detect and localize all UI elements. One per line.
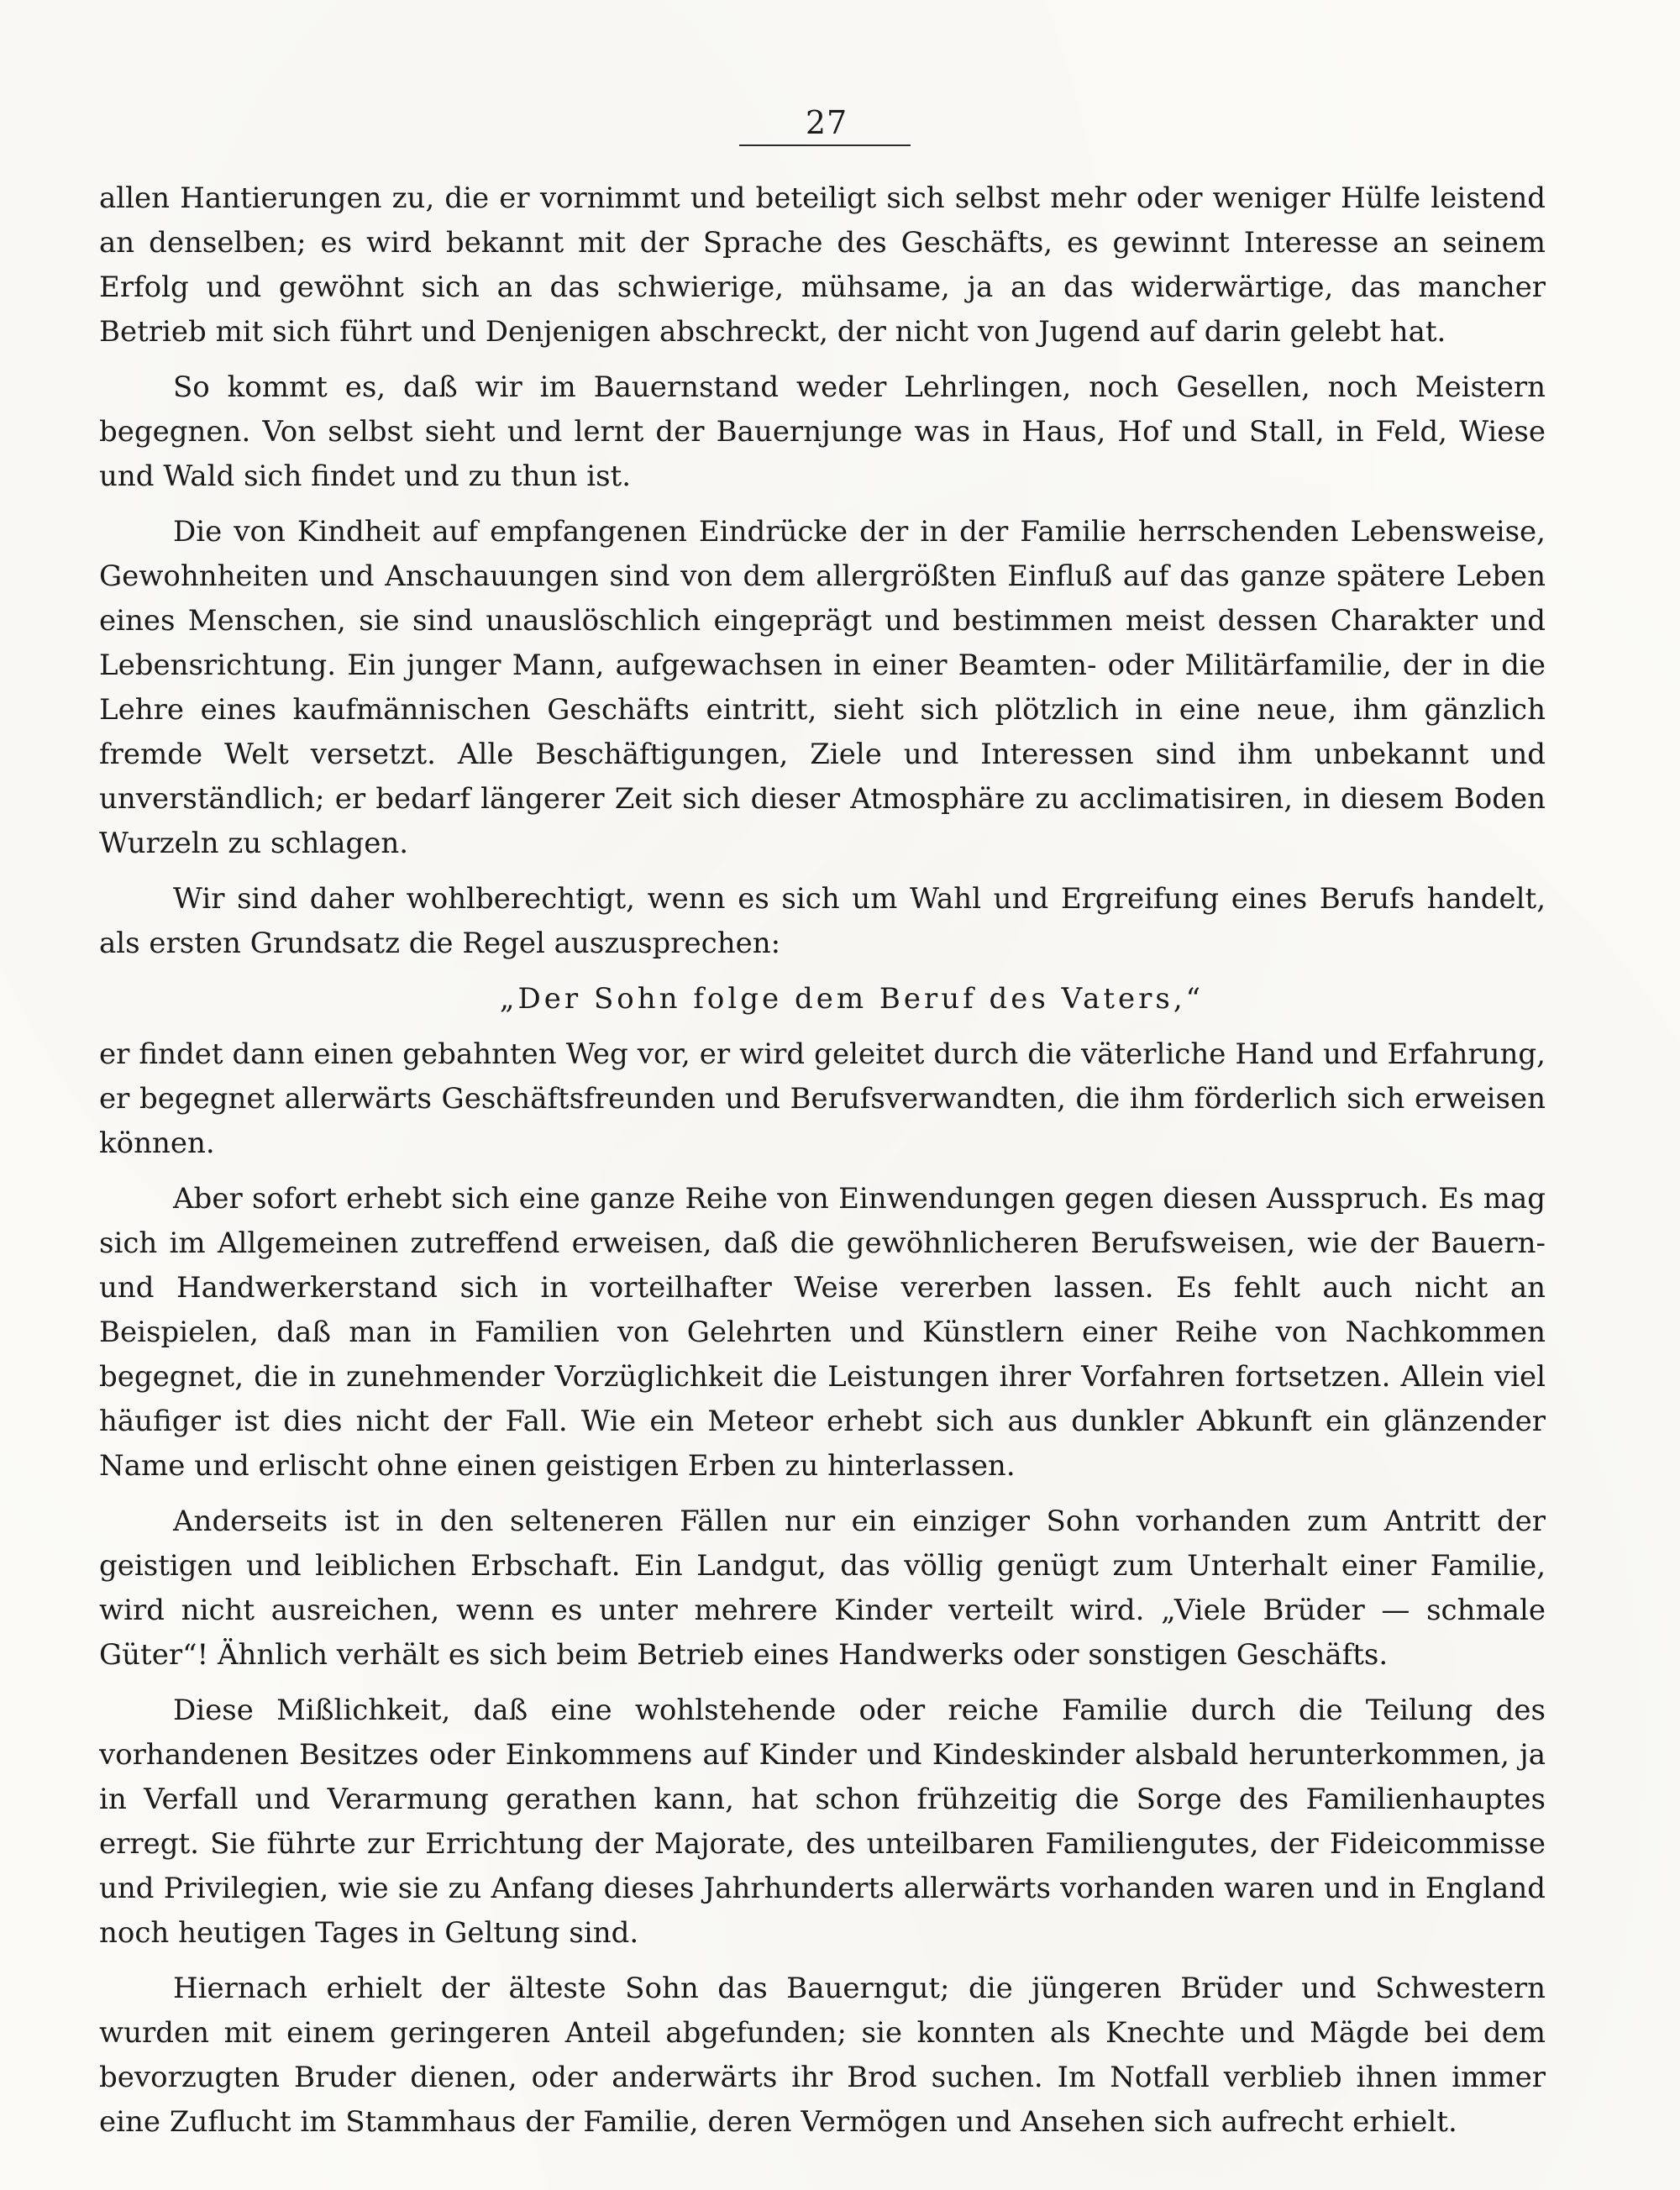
paragraph-continued: allen Hantierungen zu, die er vornimmt und beteiligt sich selbst mehr oder weniger Hülfe leistend an denselben; es wird bekannt mit der Sprache des Geschäfts, es gewinnt Interesse an seinem Erfolg und gewöhnt sich an das schwierige, mühsame, ja an das widerwärtige, das mancher Betrieb mit sich führt und Denjenigen abschreckt, der nicht von Jugend auf darin gelebt hat.	[99, 181, 1546, 349]
paragraph: Hiernach erhielt der älteste Sohn das Bauerngut; die jüngeren Brüder und Schwestern wurden mit einem geringeren Anteil abgefunden; sie konnten als Knechte und Mägde bei dem bevorzugten Bruder dienen, oder anderwärts ihr Brod suchen. Im Notfall verblieb ihnen immer eine Zuflucht im Stammhaus der Familie, deren Vermögen und Ansehen sich aufrecht erhielt.	[99, 1972, 1546, 2139]
paragraph: Aber sofort erhebt sich eine ganze Reihe von Einwendungen gegen diesen Ausspruch. Es mag sich im Allgemeinen zutreffend erweisen, daß die gewöhnlicheren Berufsweisen, wie der Bauern- und Handwerkerstand sich in vorteilhafter Weise vererben lassen. Es fehlt auch nicht an Beispielen, daß man in Familien von Gelehrten und Künstlern einer Reihe von Nachkommen begegnet, die in zunehmender Vorzüglichkeit die Leistungen ihrer Vorfahren fortsetzen. Allein viel häufiger ist dies nicht der Fall. Wie ein Meteor erhebt sich aus dunkler Abkunft ein glänzender Name und erlischt ohne einen geistigen Erben zu hinterlassen.	[99, 1182, 1546, 1483]
paragraph: Diese Mißlichkeit, daß eine wohlstehende oder reiche Familie durch die Teilung des vorhandenen Besitzes oder Einkommens auf Kinder und Kindeskinder alsbald herunterkommen, ja in Verfall und Verarmung gerathen kann, hat schon frühzeitig die Sorge des Familienhauptes erregt. Sie führte zur Errichtung der Majorate, des unteilbaren Familiengutes, der Fideicommisse und Privilegien, wie sie zu Anfang dieses Jahrhunderts allerwärts vorhanden waren und in England noch heutigen Tages in Geltung sind.	[99, 1694, 1546, 1950]
paragraph: So kommt es, daß wir im Bauernstand weder Lehrlingen, noch Gesellen, noch Meistern begegnen. Von selbst sieht und lernt der Bauernjunge was in Haus, Hof und Stall, in Feld, Wiese und Wald sich findet und zu thun ist.	[99, 370, 1546, 493]
page-number-rule	[739, 144, 911, 146]
paragraph: Wir sind daher wohlberechtigt, wenn es sich um Wahl und Ergreifung eines Berufs handelt, als ersten Grundsatz die Regel auszusprechen:	[99, 882, 1546, 960]
paragraph: Die von Kindheit auf empfangenen Eindrücke der in der Familie herrschenden Lebensweise, Gewohnheiten und Anschauungen sind von dem allergrößten Einfluß auf das ganze spätere Leben eines Menschen, sie sind unauslöschlich eingeprägt und bestimmen meist dessen Charakter und Lebensrichtung. Ein junger Mann, aufgewachsen in einer Beamten- oder Militärfamilie, der in die Lehre eines kaufmännischen Geschäfts eintritt, sieht sich plötzlich in eine neue, ihm gänzlich fremde Welt versetzt. Alle Beschäftigungen, Ziele und Interessen sind ihm unbekannt und unverständlich; er bedarf längerer Zeit sich dieser Atmosphäre zu acclimatisiren, in diesem Boden Wurzeln zu schlagen.	[99, 515, 1546, 860]
page-number: 27	[805, 104, 848, 141]
motto-quote: „Der Sohn folge dem Beruf des Vaters,“	[499, 982, 1205, 1016]
body-text	[99, 176, 1546, 2156]
paragraph-continued: er findet dann einen gebahnten Weg vor, er wird geleitet durch die väterliche Hand und Erfahrung, er begegnet allerwärts Geschäftsfreunden und Berufsverwandten, die ihm förderlich sich erweisen können.	[99, 1037, 1546, 1160]
paragraph: Anderseits ist in den selteneren Fällen nur ein einziger Sohn vorhanden zum Antritt der geistigen und leiblichen Erbschaft. Ein Landgut, das völlig genügt zum Unterhalt einer Familie, wird nicht ausreichen, wenn es unter mehrere Kinder verteilt wird. „Viele Brüder — schmale Güter“! Ähnlich verhält es sich beim Betrieb eines Handwerks oder sonstigen Geschäfts.	[99, 1505, 1546, 1672]
